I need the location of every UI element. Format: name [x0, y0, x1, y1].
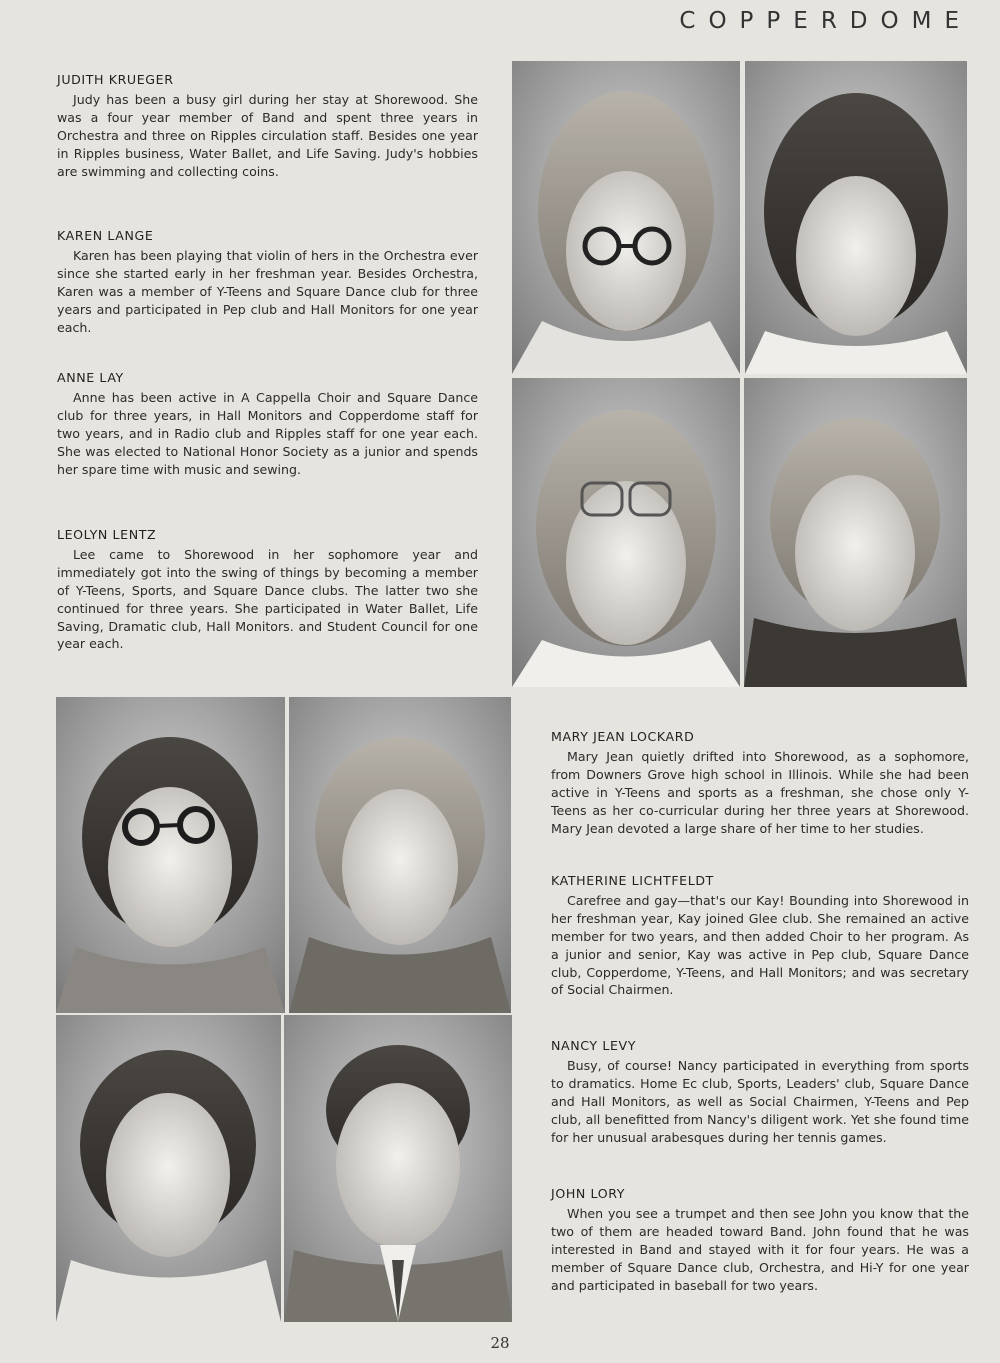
bio-name: MARY JEAN LOCKARD: [551, 729, 695, 744]
page-header-title: COPPERDOME: [679, 8, 972, 34]
portrait-photo: [289, 697, 511, 1013]
bio-text: When you see a trumpet and then see John you know that the two of them are headed toward Band. John found that he was interested in Band and stayed with it for four years. He was a member of Square Dance club, Orchestra, and Hi-Y for one year and participated in baseball for two years.: [551, 1205, 969, 1293]
bio-name: KAREN LANGE: [57, 228, 154, 243]
bio-text: Lee came to Shorewood in her sophomore year and immediately got into the swing of things by becoming a member of Y-Teens, Sports, and Square Dance clubs. The latter two she continued for three years. She participated in Water Ballet, Life Saving, Dramatic club, Hall Monitors. and Student Council for one year each.: [57, 546, 478, 652]
bio-text: Judy has been a busy girl during her stay at Shorewood. She was a four year member of Band and spent three years in Orchestra and three on Ripples circulation staff. Besides one year in Ripples business, Water Ballet, and Life Saving. Judy's hobbies are swimming and collecting coins.: [57, 91, 478, 179]
bio-name: LEOLYN LENTZ: [57, 527, 157, 542]
bio-text: Busy, of course! Nancy participated in everything from sports to dramatics. Home Ec club, Sports, Leaders' club, Square Dance and Hall Monitors, as well as Social Chairmen, Y-Teens and Pep club, all benefitted from Nancy's diligent work. Yet she found time for her unusual arabesques during her tennis games.: [551, 1057, 969, 1145]
portrait-photo: [512, 61, 740, 374]
portrait-photo: [284, 1015, 512, 1322]
bio-text: Karen has been playing that violin of hers in the Orchestra ever since she started early in her freshman year. Besides Orchestra, Karen was a member of Y-Teens and Square Dance club for three years and participated in Pep club and Hall Monitors for one year each.: [57, 247, 478, 335]
bio-judith-krueger: [57, 71, 478, 180]
bio-nancy-levy: [551, 1037, 969, 1146]
portrait-photo: [56, 697, 285, 1013]
bio-text: Anne has been active in A Cappella Choir and Square Dance club for three years, in Hall Monitors and Copperdome staff for two years, and in Radio club and Ripples staff for one year each. She was elected to National Honor Society as a junior and spends her spare time with music and sewing.: [57, 389, 478, 477]
portrait-photo: [512, 378, 740, 687]
bio-mary-jean-lockard: [551, 728, 969, 837]
bio-leolyn-lentz: [57, 526, 478, 653]
portrait-photo: [745, 61, 967, 374]
page-number: 28: [490, 1334, 510, 1352]
bio-name: KATHERINE LICHTFELDT: [551, 873, 714, 888]
bio-anne-lay: [57, 369, 478, 478]
bio-name: JUDITH KRUEGER: [57, 72, 174, 87]
bio-name: JOHN LORY: [551, 1186, 626, 1201]
bio-karen-lange: [57, 227, 478, 336]
bio-text: Carefree and gay—that's our Kay! Bounding into Shorewood in her freshman year, Kay joined Glee club. She remained an active member for two years, and then added Choir to her program. As a junior and senior, Kay was active in Pep club, Square Dance club, Copperdome, Y-Teens, and Hall Monitors; and was secretary of Social Chairmen.: [551, 892, 969, 998]
bio-katherine-lichtfeldt: [551, 872, 969, 999]
bio-name: NANCY LEVY: [551, 1038, 637, 1053]
portrait-photo: [744, 378, 967, 687]
bio-name: ANNE LAY: [57, 370, 124, 385]
bio-text: Mary Jean quietly drifted into Shorewood, as a sophomore, from Downers Grove high school in Illinois. While she had been active in Y-Teens and sports as a freshman, she chose only Y-Teens as her co-curricular during her three years at Shorewood. Mary Jean devoted a large share of her time to her studies.: [551, 748, 969, 836]
portrait-photo: [56, 1015, 281, 1322]
bio-john-lory: [551, 1185, 969, 1294]
